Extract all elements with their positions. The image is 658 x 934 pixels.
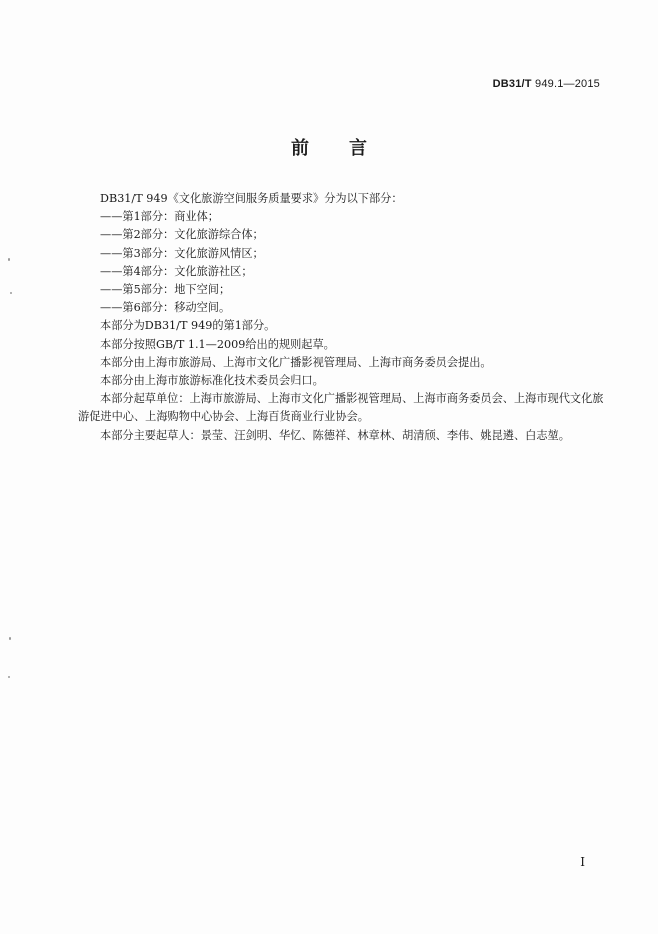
part-list-item: ——第2部分：文化旅游综合体； bbox=[100, 228, 264, 242]
part-statement-paragraph: 本部分为DB31/T 949的第1部分。 bbox=[100, 319, 276, 333]
foreword-body bbox=[78, 190, 608, 445]
standard-code bbox=[493, 78, 600, 90]
scan-speck bbox=[8, 676, 10, 678]
part-list-item: ——第1部分：商业体； bbox=[100, 210, 219, 224]
scan-speck bbox=[9, 637, 11, 640]
part-list-item: ——第3部分：文化旅游风情区； bbox=[100, 246, 264, 260]
proposer-paragraph: 本部分由上海市旅游局、上海市文化广播影视管理局、上海市商务委员会提出。 bbox=[100, 355, 492, 369]
standard-code-prefix: DB31/T bbox=[492, 78, 532, 90]
drafting-units-paragraph: 本部分起草单位：上海市旅游局、上海市文化广播影视管理局、上海市商务委员会、上海市现代文化旅游促进中心、上海购物中心协会、上海百货商业行业协会。 bbox=[78, 392, 604, 424]
drafters-paragraph: 本部分主要起草人：景莹、汪剑明、华忆、陈德祥、林章林、胡清颀、李伟、姚昆遴、白志堃。 bbox=[100, 428, 570, 442]
part-list-item: ——第5部分：地下空间； bbox=[100, 283, 231, 297]
intro-paragraph: DB31/T 949《文化旅游空间服务质量要求》分为以下部分： bbox=[100, 192, 403, 205]
part-list-item: ——第4部分：文化旅游社区； bbox=[100, 264, 253, 278]
scan-speck bbox=[10, 292, 12, 294]
standard-code-number: 949.1—2015 bbox=[535, 78, 600, 90]
page-title: 前言 bbox=[291, 138, 407, 159]
centralized-by-paragraph: 本部分由上海市旅游标准化技术委员会归口。 bbox=[100, 374, 324, 388]
page-number: I bbox=[580, 855, 585, 869]
scan-speck bbox=[8, 258, 10, 261]
drafting-rules-paragraph: 本部分按照GB/T 1.1—2009给出的规则起草。 bbox=[100, 337, 335, 351]
part-list-item: ——第6部分：移动空间。 bbox=[100, 301, 231, 315]
